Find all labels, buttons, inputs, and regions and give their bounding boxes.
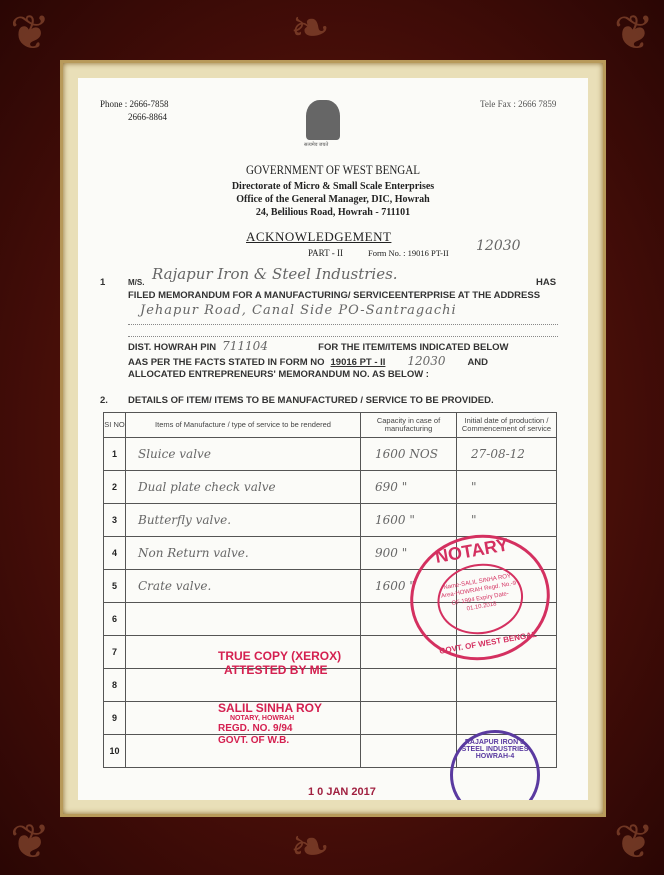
pin-line [128, 340, 508, 354]
item-cell: Sluice valve [126, 438, 361, 471]
row-number: 2 [104, 471, 126, 504]
office: Office of the General Manager, DIC, Howrah [236, 194, 430, 205]
capacity-cell [361, 669, 457, 702]
phone-2: 2666-8864 [128, 112, 167, 122]
frame-ornament-icon: ❦ [10, 5, 51, 61]
capacity-cell: 1600 " [361, 504, 457, 537]
facts-line [128, 355, 488, 369]
capacity-cell: 1600 NOS [361, 438, 457, 471]
date-cell: " [457, 471, 557, 504]
row-number: 10 [104, 735, 126, 768]
date-stamp: 1 0 JAN 2017 [308, 786, 376, 798]
dotted-line [128, 336, 558, 337]
directorate: Directorate of Micro & Small Scale Enterprises [231, 181, 435, 192]
fax: Tele Fax : 2666 7859 [480, 99, 557, 109]
phone: Phone : 2666-7858 [100, 99, 169, 109]
row-number: 6 [104, 603, 126, 636]
item-cell [126, 603, 361, 636]
date-cell: 27-08-12 [457, 438, 557, 471]
notary-name: SALIL SINHA ROY [218, 700, 323, 715]
section-title: DETAILS OF ITEM/ ITEMS TO BE MANUFACTURED / SERVICE TO BE PROVIDED. [128, 395, 494, 406]
emblem-motto: सत्यमेव जयते [304, 143, 329, 148]
form-no-value: 12030 [476, 238, 521, 254]
form-no-label: Form No. : 19016 PT-II [368, 248, 449, 258]
part: PART - II [308, 248, 343, 258]
document-title: ACKNOWLEDGEMENT [246, 229, 392, 244]
allocated-text: ALLOCATED ENTREPRENEURS' MEMORANDUM NO. AS BELOW : [128, 369, 429, 380]
row-number: 9 [104, 702, 126, 735]
capacity-cell: 690 " [361, 471, 457, 504]
frame-ornament-icon: ❧ [290, 0, 331, 56]
seal-text: GOVT. OF WEST BENGAL [438, 629, 538, 656]
and-text: AND [467, 357, 489, 368]
capacity-cell [361, 702, 457, 735]
firm-address: Jehapur Road, Canal Side PO-Santragachi [140, 303, 457, 318]
dotted-line [128, 324, 558, 325]
section-number: 1 [100, 277, 106, 288]
for-items-text: FOR THE ITEM/ITEMS INDICATED BELOW [318, 342, 509, 353]
table-header [104, 413, 557, 438]
row-number: 7 [104, 636, 126, 669]
capacity-cell: 900 " [361, 537, 457, 570]
section-number: 2. [100, 395, 108, 406]
date-cell: " [457, 504, 557, 537]
company-seal: RAJAPUR IRON & STEEL INDUSTRIES HOWRAH-4 [450, 730, 540, 800]
row-number: 1 [104, 438, 126, 471]
has-text: HAS [536, 277, 557, 288]
table-row [104, 438, 557, 471]
column-header: Items of Manufacture / type of service to be rendered [126, 413, 361, 438]
notary-title: NOTARY, HOWRAH [230, 715, 295, 723]
seal-inner-text: Name-SALIL SINHA ROY Area-HOWRAH Regd. No.-9 OF 1994 Expiry Date-01.10.2018 [432, 557, 529, 641]
office-address: 24, Belilious Road, Howrah - 711101 [255, 207, 411, 218]
frame-ornament-icon: ❦ [613, 5, 654, 61]
facts-text: AAS PER THE FACTS STATED IN FORM NO [128, 357, 325, 368]
frame-ornament-icon: ❦ [10, 814, 51, 870]
firm-name: Rajapur Iron & Steel Industries. [152, 265, 398, 283]
row-number: 5 [104, 570, 126, 603]
table-row [104, 471, 557, 504]
attested-stamp: ATTESTED BY ME [224, 662, 328, 677]
item-cell: Crate valve. [126, 570, 361, 603]
date-cell [457, 669, 557, 702]
filed-text: FILED MEMORANDUM FOR A MANUFACTURING/ SERVICEENTERPRISE AT THE ADDRESS [128, 290, 541, 301]
row-number: 3 [104, 504, 126, 537]
ms-label: M/S. [128, 278, 145, 287]
pin-value: 711104 [222, 339, 268, 353]
government-heading: GOVERNMENT OF WEST BENGAL [245, 162, 421, 177]
state-emblem-icon [306, 100, 340, 140]
pin-label: DIST. HOWRAH PIN [128, 342, 217, 353]
govt-wb: GOVT. OF W.B. [218, 734, 290, 746]
capacity-cell: 1600 " [361, 570, 457, 603]
item-cell: Dual plate check valve [126, 471, 361, 504]
capacity-cell [361, 735, 457, 768]
column-header: Capacity in case of manufacturing [361, 413, 457, 438]
seal-text: NOTARY [433, 534, 510, 567]
item-cell: Non Return valve. [126, 537, 361, 570]
column-header: SI NO [104, 413, 126, 438]
date-cell [457, 702, 557, 735]
column-header: Initial date of production / Commencement of service [457, 413, 557, 438]
true-copy-stamp: TRUE COPY (XEROX) [218, 649, 342, 663]
frame-ornament-icon: ❦ [613, 814, 654, 870]
attestation-stamp [218, 650, 341, 746]
form-ref-value: 12030 [407, 354, 446, 368]
table-row [104, 504, 557, 537]
frame-ornament-icon: ❧ [290, 819, 331, 875]
row-number: 8 [104, 669, 126, 702]
item-cell: Butterfly valve. [126, 504, 361, 537]
row-number: 4 [104, 537, 126, 570]
form-ref: 19016 PT - II [330, 357, 386, 368]
regd-no: REGD. NO. 9/94 [218, 723, 293, 735]
document [78, 78, 588, 800]
